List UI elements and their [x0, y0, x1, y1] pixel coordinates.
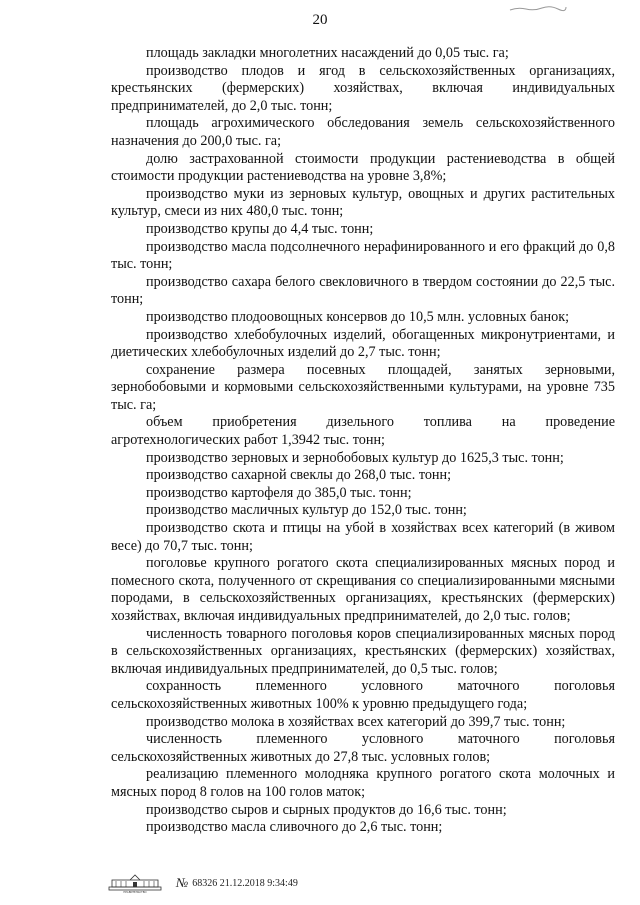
paragraph: производство хлебобулочных изделий, обогащенных микронутриентами, и диетических хлебобулочных изделий до 2,7 тыс. тонн;	[111, 326, 615, 361]
paragraph: производство картофеля до 385,0 тыс. тонн;	[146, 484, 412, 501]
paragraph: поголовье крупного рогатого скота специализированных мясных пород и помесного скота, полученного от скрещивания со специализированными мясными породами, в сельскохозяйственных организациях, крестьянских (фермерских) хозяйствах, включая индивидуальных предпринимателей, до 2,0 тыс. голов;	[111, 555, 615, 624]
document-body	[111, 45, 615, 837]
paragraph: площадь агрохимического обследования земель сельскохозяйственного назначения до 200,0 тыс. га;	[111, 115, 615, 149]
paragraph: производство сахара белого свекловичного в твердом состоянии до 22,5 тыс. тонн;	[111, 273, 615, 308]
paragraph: производство сыров и сырных продуктов до 16,6 тыс. тонн;	[146, 801, 507, 818]
scan-artifact	[508, 0, 568, 8]
paragraph: площадь закладки многолетних насаждений до 0,05 тыс. га;	[146, 45, 509, 61]
government-building-logo	[108, 873, 162, 893]
document-number-sign: №	[176, 875, 189, 890]
paragraph: производство масличных культур до 152,0 тыс. тонн;	[146, 502, 467, 519]
paragraph: производство плодоовощных консервов до 10,5 млн. условных банок;	[146, 308, 570, 325]
paragraph: производство молока в хозяйствах всех категорий до 399,7 тыс. тонн;	[146, 713, 566, 730]
document-footer	[108, 872, 298, 894]
paragraph: производство муки из зерновых культур, овощных и других растительных культур, смеси из них 480,0 тыс. тонн;	[111, 185, 615, 220]
paragraph: производство плодов и ягод в сельскохозяйственных организациях, крестьянских (фермерских) хозяйствах, включая индивидуальных предпринимателей, до 2,0 тыс. тонн;	[111, 62, 615, 114]
paragraph: производство скота и птицы на убой в хозяйствах всех категорий (в живом весе) до 70,7 тыс. тонн;	[111, 520, 615, 554]
paragraph: производство масла сливочного до 2,6 тыс. тонн;	[146, 819, 443, 836]
paragraph: сохранность племенного условного маточного поголовья сельскохозяйственных животных 100% к уровню предыдущего года;	[111, 678, 615, 712]
paragraph: объем приобретения дизельного топлива на проведение агротехнологических работ 1,3942 тыс. тонн;	[111, 414, 615, 449]
page-number: 20	[312, 12, 328, 28]
paragraph: численность племенного условного маточного поголовья сельскохозяйственных животных до 27,8 тыс. условных голов;	[111, 731, 615, 765]
paragraph: производство зерновых и зернобобовых культур до 1625,3 тыс. тонн;	[146, 449, 564, 466]
paragraph: численность товарного поголовья коров специализированных мясных пород в сельскохозяйственных организациях, крестьянских (фермерских) хозяйствах, включая индивидуальных предпринимателей, до 0,5 тыс. голов;	[111, 625, 615, 677]
paragraph: производство крупы до 4,4 тыс. тонн;	[146, 220, 374, 237]
paragraph: реализацию племенного молодняка крупного рогатого скота молочных и мясных пород 8 голов на 100 голов маток;	[111, 766, 615, 800]
paragraph: долю застрахованной стоимости продукции растениеводства в общей стоимости продукции растениеводства на уровне 3,8%;	[111, 150, 615, 185]
paragraph: производство сахарной свеклы до 268,0 тыс. тонн;	[146, 467, 452, 484]
paragraph: производство масла подсолнечного нерафинированного и его фракций до 0,8 тыс. тонн;	[111, 238, 615, 273]
document-registration-stamp: 68326 21.12.2018 9:34:49	[192, 877, 298, 889]
logo-caption: ПРАВИТЕЛЬСТВО	[123, 891, 147, 893]
paragraph: сохранение размера посевных площадей, занятых зерновыми, зернобобовыми и кормовыми сельскохозяйственными культурами, на уровне 735 тыс. га;	[111, 361, 615, 413]
